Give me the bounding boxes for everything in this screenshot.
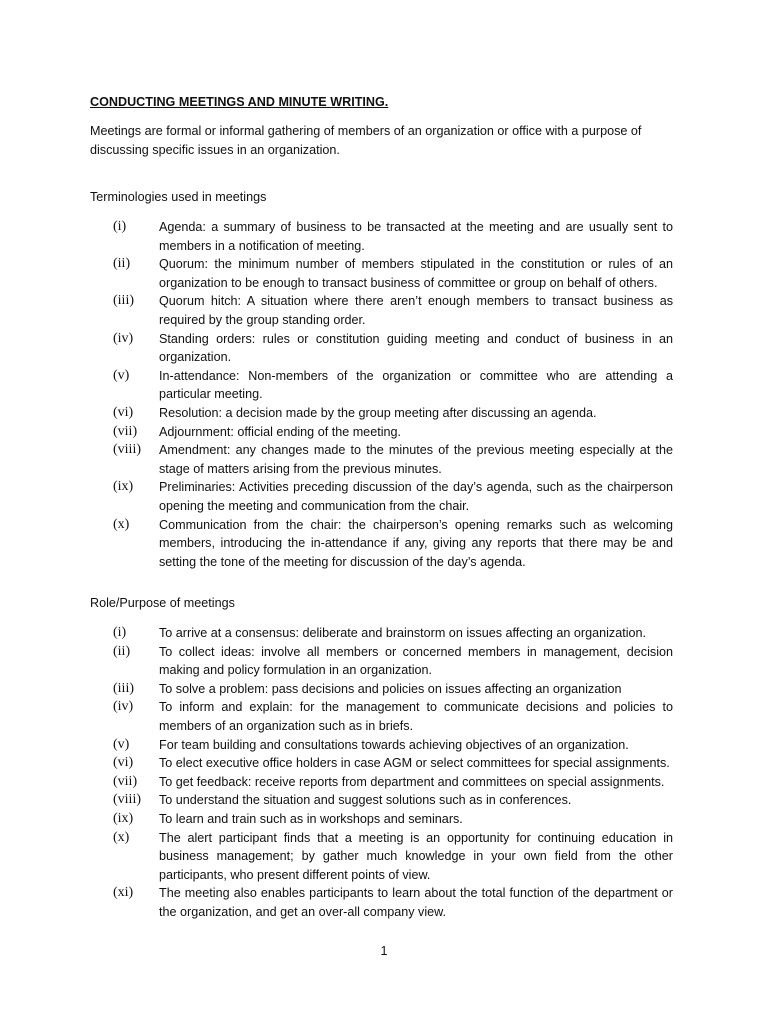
list-item-text: To solve a problem: pass decisions and policies on issues affecting an organization: [159, 681, 622, 696]
list-item-number: (ix): [113, 479, 134, 495]
list-item: [0, 478, 673, 515]
list-item: [0, 255, 673, 292]
list-item: [0, 680, 673, 699]
list-item: [0, 791, 673, 810]
list-item-number: (ii): [113, 256, 131, 272]
list-item-number: (v): [113, 367, 130, 383]
list-item-text: To understand the situation and suggest solutions such as in conferences.: [159, 793, 572, 808]
list-item-text: To elect executive office holders in case AGM or select committees for special assignments.: [159, 756, 670, 771]
list-item-number: (x): [113, 516, 130, 532]
list-item-number: (v): [113, 736, 130, 752]
list-item: [0, 423, 673, 442]
page-number: 1: [380, 944, 388, 958]
list-item: [0, 810, 673, 829]
purpose-list: [0, 624, 673, 922]
list-item: [0, 773, 673, 792]
list-item-number: (vi): [113, 404, 134, 420]
list-item: [0, 643, 673, 680]
list-item-number: (viii): [113, 442, 141, 458]
list-item-text: To collect ideas: involve all members or concerned members in management, decision making and policy formulation in an organization.: [159, 644, 673, 678]
list-item-text: The alert participant finds that a meeting is an opportunity for continuing education in business management; by gather much knowledge in your own field from the other participants, who present different points of view.: [159, 830, 673, 882]
list-item-number: (i): [113, 219, 127, 234]
list-item-number: (iii): [113, 680, 134, 696]
document-title: CONDUCTING MEETINGS AND MINUTE WRITING.: [90, 95, 389, 109]
list-item-number: (vii): [113, 773, 138, 789]
list-item-number: (ix): [113, 810, 134, 826]
list-item: [0, 404, 673, 423]
list-item-text: To get feedback: receive reports from department and committees on special assignments.: [159, 774, 665, 789]
list-item-number: (xi): [113, 885, 134, 901]
list-item: [0, 754, 673, 773]
list-item-text: To inform and explain: for the management to communicate decisions and policies to members of an organization such as in briefs.: [159, 700, 673, 733]
list-item-text: The meeting also enables participants to learn about the total function of the department or the organization, and get an over-all company view.: [159, 886, 673, 919]
list-item-number: (iv): [113, 330, 134, 346]
list-item-text: Quorum hitch: A situation where there aren’t enough members to transact business as required by the group standing order.: [159, 294, 673, 327]
list-item: [0, 292, 673, 329]
list-item-number: (i): [113, 625, 127, 640]
list-item-text: Resolution: a decision made by the group meeting after discussing an agenda.: [159, 405, 597, 420]
list-item-text: For team building and consultations towards achieving objectives of an organization.: [159, 737, 629, 752]
list-item: [0, 218, 673, 255]
list-item-number: (viii): [113, 792, 141, 808]
list-item-text: Preliminaries: Activities preceding discussion of the day’s agenda, such as the chairperson opening the meeting and communication from the chair.: [159, 480, 673, 513]
list-item-number: (vi): [113, 755, 134, 771]
list-item-number: (vii): [113, 423, 138, 439]
list-item-number: (iii): [113, 293, 134, 309]
list-item-text: Adjournment: official ending of the meeting.: [159, 424, 401, 439]
list-item: [0, 698, 673, 735]
list-item: [0, 441, 673, 478]
intro-paragraph: Meetings are formal or informal gathering of members of an organization or office with a purpose of discussing specific issues in an organization.: [90, 124, 642, 157]
list-item-text: Amendment: any changes made to the minutes of the previous meeting especially at the stage of matters arising from the previous minutes.: [159, 443, 673, 476]
list-item-text: Quorum: the minimum number of members stipulated in the constitution or rules of an organization to be enough to transact business of committee or group on behalf of others.: [159, 257, 673, 290]
list-item-number: (ii): [113, 643, 131, 659]
list-item-text: In-attendance: Non-members of the organization or committee who are attending a particular meeting.: [159, 368, 673, 402]
list-item-text: Agenda: a summary of business to be transacted at the meeting and are usually sent to members in a notification of meeting.: [159, 220, 673, 253]
list-item: [0, 736, 673, 755]
list-item: [0, 829, 673, 885]
list-item-text: To arrive at a consensus: deliberate and brainstorm on issues affecting an organization.: [159, 626, 647, 640]
list-item: [0, 367, 673, 404]
list-item: [0, 884, 673, 921]
list-item: [0, 624, 673, 643]
list-item-number: (iv): [113, 699, 134, 715]
terminologies-list: [0, 218, 673, 571]
list-item: [0, 516, 673, 572]
list-item: [0, 330, 673, 367]
list-item-text: Standing orders: rules or constitution guiding meeting and conduct of business in an organization.: [159, 331, 673, 365]
list-item-text: To learn and train such as in workshops and seminars.: [159, 811, 463, 826]
list-item-number: (x): [113, 829, 130, 845]
section-heading-purpose: Role/Purpose of meetings: [90, 596, 235, 610]
section-heading-terminologies: Terminologies used in meetings: [90, 190, 267, 204]
list-item-text: Communication from the chair: the chairperson’s opening remarks such as welcoming members, introducing the in-attendance if any, giving any reports that there may be and setting the tone of the meeting for discussion of the day’s agenda.: [159, 517, 673, 569]
